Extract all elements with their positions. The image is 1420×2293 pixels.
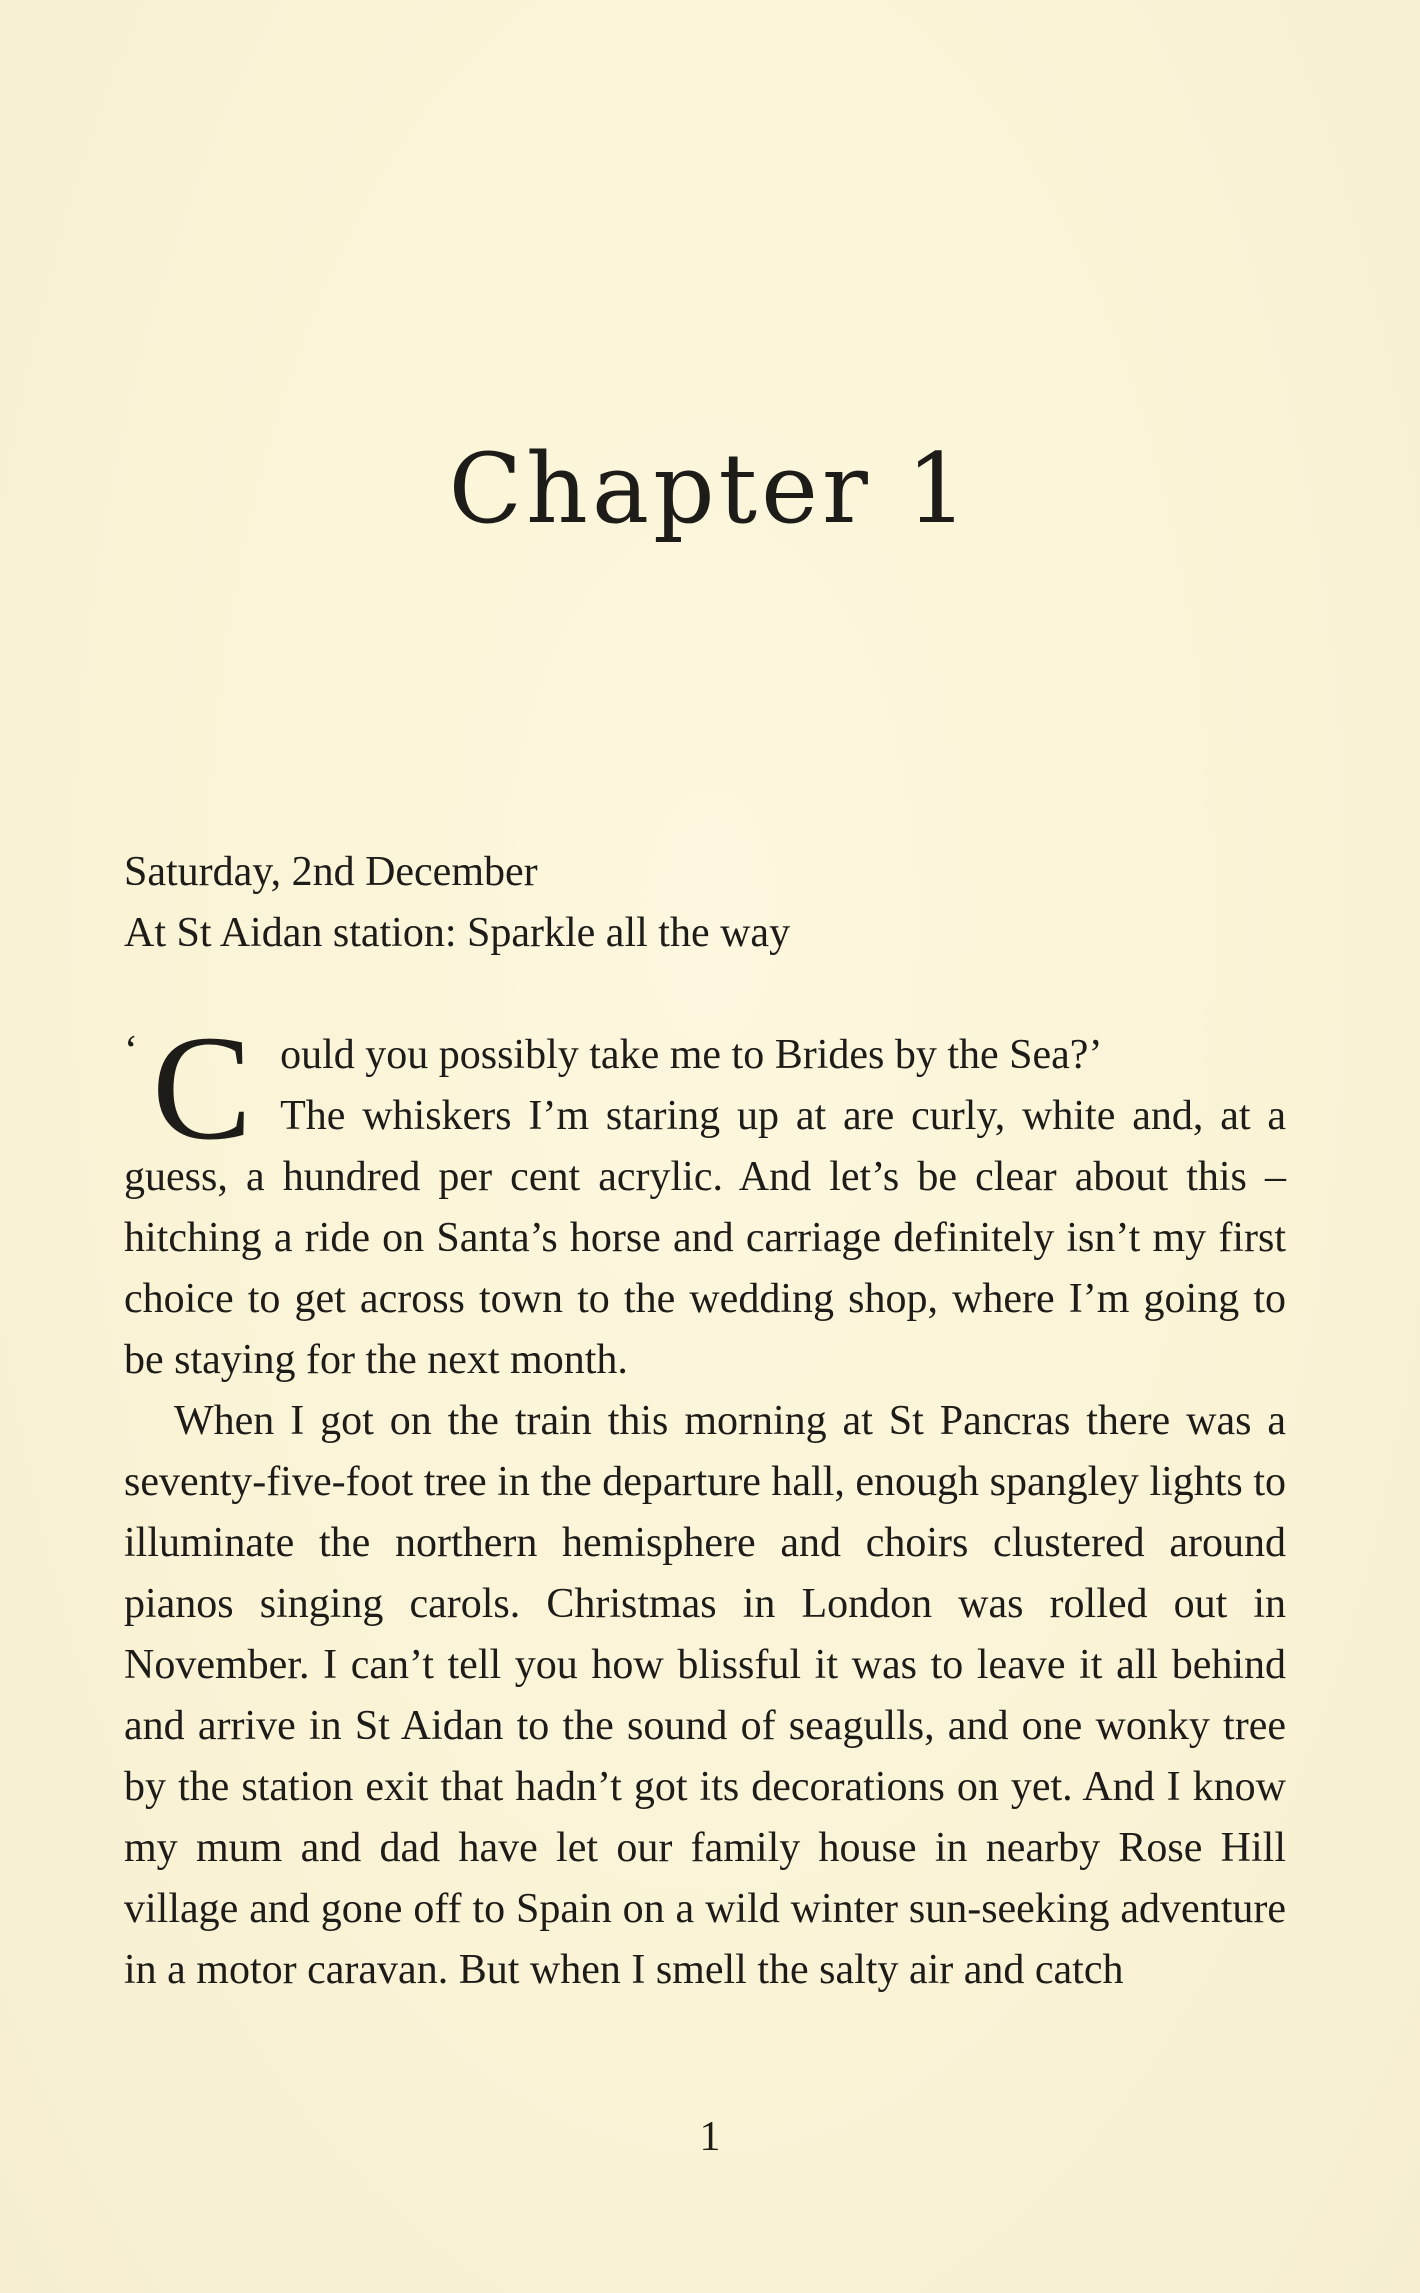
entry-location: At St Aidan station: Sparkle all the way [124, 910, 791, 956]
paragraph-2-text: The whiskers I’m staring up at are curly, white and, at a guess, a hundred per cent acrylic. And let’s be clear about this – hitching a ride on Santa’s horse and carriage definitely isn’t my first choice to get across town to the wedding shop, where I’m going to be staying for the next month. [124, 1093, 1286, 1383]
chapter-title: Chapter 1 [448, 433, 972, 545]
paragraph-1-text: ould you possibly take me to Brides by the Sea?’ [280, 1032, 1103, 1078]
page-number: 1 [699, 2114, 721, 2160]
opening-quote-mark: ‘ [124, 1028, 138, 1074]
paragraph-1 [124, 1005, 1286, 1391]
body-text [124, 1005, 1286, 2001]
paragraph-3: When I got on the train this morning at St Pancras there was a seventy-five-foot tree in the departure hall, enough spangley lights to illuminate the northern hemisphere and choirs clustered around pianos singing carols. Christmas in London was rolled out in November. I can’t tell you how blissful it was to leave it all behind and arrive in St Aidan to the sound of seagulls, and one wonky tree by the station exit that hadn’t got its decorations on yet. And I know my mum and dad have let our family house in nearby Rose Hill village and gone off to Spain on a wild winter sun-seeking adventure in a motor caravan. But when I smell the salty air and catch [124, 1398, 1286, 1993]
entry-date: Saturday, 2nd December [124, 849, 538, 895]
chapter-meta [124, 842, 1286, 964]
drop-cap: C [152, 1005, 253, 1171]
